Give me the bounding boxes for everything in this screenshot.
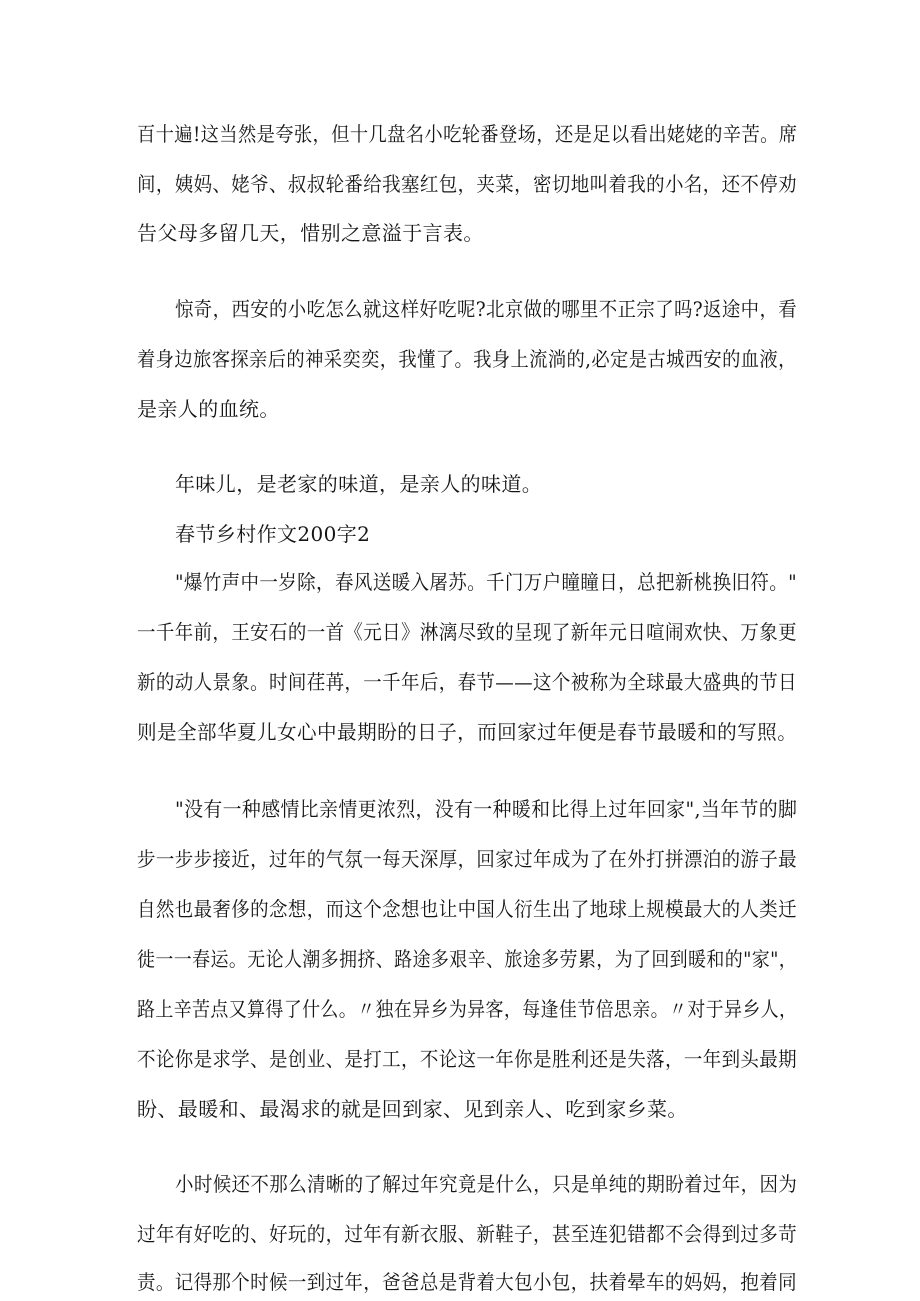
- text-line: 步一步步接近，过年的气氛一每天深厚，回家过年成为了在外打拼漂泊的游子最: [137, 847, 797, 871]
- text-line: 告父母多留几天，惜别之意溢于言表。: [137, 221, 484, 245]
- text-line: 则是全部华夏儿女心中最期盼的日子，而回家过年便是春节最暖和的写照。: [137, 720, 798, 744]
- text-line: 惊奇，西安的小吃怎么就这样好吃呢?北京做的哪里不正宗了吗?返途中，看: [175, 297, 798, 321]
- text-line: 百十遍!这当然是夸张，但十几盘名小吃轮番登场，还是足以看出姥姥的辛苦。席: [137, 122, 798, 146]
- text-line: 路上辛苦点又算得了什么。〃独在异乡为异客，每逢佳节倍思亲。〃对于异乡人，: [137, 997, 798, 1021]
- text-line: "爆竹声中一岁除，春风送暖入屠苏。千门万户瞳瞳日，总把新桃换旧符。": [175, 570, 797, 594]
- text-line: 徙一一春运。无论人潮多拥挤、路途多艰辛、旅途多劳累，为了回到暖和的"家"，: [137, 947, 798, 971]
- text-line: 自然也最奢侈的念想，而这个念想也让中国人衍生出了地球上规模最大的人类迁: [137, 897, 797, 921]
- text-line: 小时候还不那么清晰的了解过年究竟是什么，只是单纯的期盼着过年，因为: [175, 1172, 798, 1196]
- text-line: "没有一种感情比亲情更浓烈，没有一种暖和比得上过年回家",当年节的脚: [175, 797, 798, 821]
- text-line: 是亲人的血统。: [137, 397, 280, 421]
- text-line: 不论你是求学、是创业、是打工，不论这一年你是胜利还是失落，一年到头最期: [137, 1047, 797, 1071]
- text-line: 年味儿，是老家的味道，是亲人的味道。: [175, 472, 543, 496]
- text-line: 责。记得那个时候一到过年，爸爸总是背着大包小包，扶着晕车的妈妈，抱着同: [137, 1270, 797, 1294]
- text-line: 新的动人景象。时间荏苒，一千年后，春节——这个被称为全球最大盛典的节日: [137, 670, 797, 694]
- text-line: 间，姨妈、姥爷、叔叔轮番给我塞红包，夹菜，密切地叫着我的小名，还不停劝: [137, 172, 797, 196]
- text-line: 过年有好吃的、好玩的，过年有新衣服、新鞋子，甚至连犯错都不会得到过多苛: [137, 1222, 797, 1246]
- text-line: 着身边旅客探亲后的神采奕奕，我懂了。我身上流淌的,必定是古城西安的血液，: [137, 347, 797, 371]
- text-line: 盼、最暖和、最渴求的就是回到家、见到亲人、吃到家乡菜。: [137, 1097, 688, 1121]
- text-line: 春节乡村作文200字2: [175, 522, 371, 546]
- text-line: 一千年前，王安石的一首《元日》淋漓尽致的呈现了新年元日喧闹欢快、万象更: [137, 620, 797, 644]
